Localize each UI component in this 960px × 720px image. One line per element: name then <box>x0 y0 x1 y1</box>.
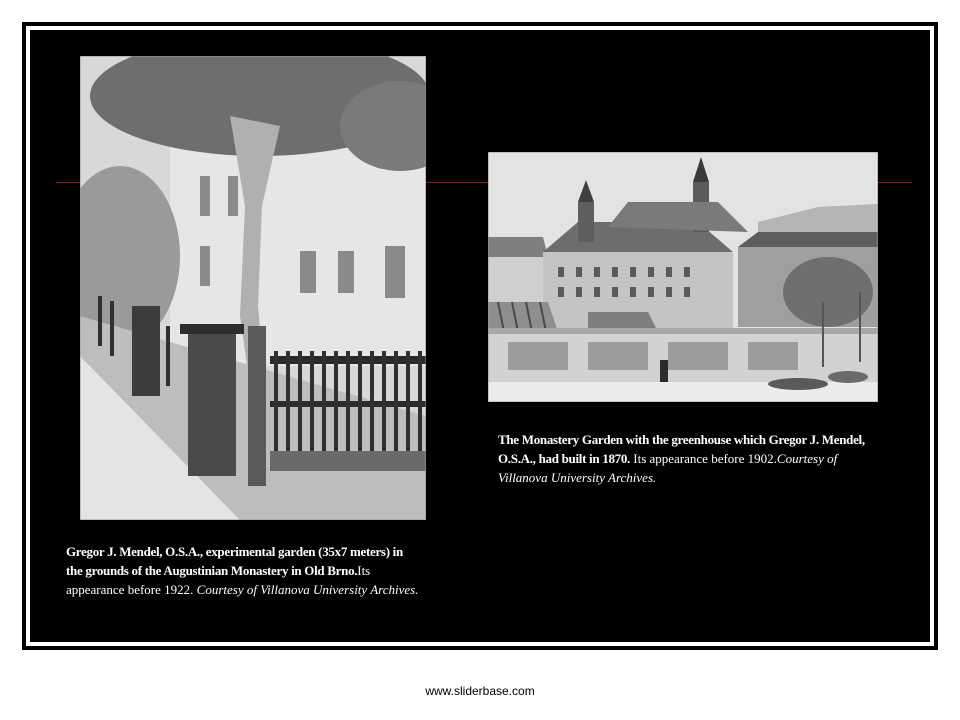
garden-fence-photo <box>80 56 426 520</box>
monastery-building-photo <box>488 152 878 402</box>
slide <box>22 22 938 650</box>
right-caption-bold: The Monastery Garden with the greenhouse which Gregor J. Mendel, O.S.A., had built in 1870. <box>498 432 865 466</box>
left-caption <box>66 542 422 599</box>
accent-rule-right <box>878 182 912 183</box>
right-caption-normal: Its appearance before 1902. <box>630 451 777 466</box>
footer-link[interactable]: www.sliderbase.com <box>425 684 535 698</box>
accent-rule-left <box>56 182 81 183</box>
left-caption-bold: Gregor J. Mendel, O.S.A., experimental garden (35x7 meters) in the grounds of the Augustinian Monastery in Old Brno. <box>66 544 403 578</box>
right-caption <box>498 430 878 487</box>
accent-rule-middle <box>426 182 488 183</box>
left-caption-normal: Its appearance before 1922. <box>66 563 371 597</box>
right-caption-italic: Courtesy of Villanova University Archives. <box>498 451 838 485</box>
left-caption-italic: Courtesy of Villanova University Archives. <box>196 582 419 597</box>
